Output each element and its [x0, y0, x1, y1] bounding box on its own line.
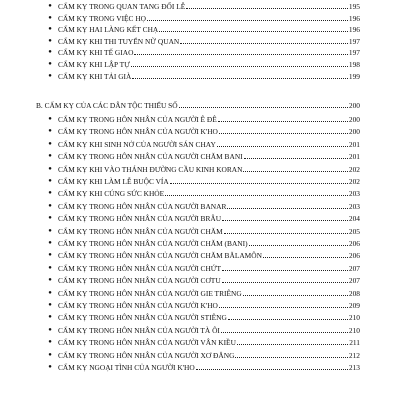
dot-leader	[224, 232, 348, 234]
toc-entry	[42, 115, 360, 124]
bullet-icon: ●	[48, 26, 52, 33]
toc-entry-page-number: 203	[348, 189, 360, 199]
dot-leader	[222, 281, 348, 283]
dot-leader	[165, 194, 348, 196]
bullet-icon: ●	[48, 140, 52, 147]
dot-leader	[217, 145, 348, 147]
bullet-icon: ●	[48, 302, 52, 308]
toc-entry-page-number: 197	[348, 36, 360, 46]
toc-entry-page-number: 205	[348, 226, 360, 236]
dot-leader	[263, 256, 348, 258]
toc-entry-page-number: 195	[348, 2, 360, 11]
dot-leader	[219, 132, 348, 134]
dot-leader	[170, 182, 348, 184]
toc-entry-page-number: 202	[348, 177, 360, 186]
bullet-icon: ●	[48, 14, 52, 21]
dot-leader	[179, 106, 348, 108]
toc-entry-title: CẤM KỴ TRONG HÔN NHÂN CỦA NGƯỜI GIE TRIÊNG	[58, 288, 242, 298]
bullet-icon: ●	[48, 116, 52, 122]
bullet-icon: ●	[48, 215, 52, 222]
dot-leader	[219, 306, 348, 308]
dot-leader	[237, 343, 348, 345]
dot-leader	[186, 7, 348, 9]
toc-entry	[42, 165, 360, 174]
toc-entry	[42, 214, 360, 223]
toc-entry-page-number: 206	[348, 239, 360, 248]
toc-entry-page-number: 204	[348, 214, 360, 224]
dot-leader	[196, 368, 348, 370]
toc-entry	[42, 37, 360, 46]
bullet-icon: ●	[48, 190, 52, 197]
bullet-icon: ●	[48, 364, 52, 370]
bullet-icon: ●	[48, 326, 52, 333]
toc-entry	[42, 48, 360, 57]
toc-entry-title: CẤM KỴ KHI LÀM LỄ BUỘC VÍA	[58, 177, 169, 186]
toc-entry-title: CẤM KỴ HAI LÀNG KẾT CHẠ	[58, 25, 159, 35]
dot-leader	[221, 331, 348, 333]
bullet-icon: ●	[48, 240, 52, 246]
toc-entry-page-number: 202	[348, 164, 360, 174]
toc-entry	[42, 60, 360, 69]
toc-entry-page-number: 206	[348, 251, 360, 261]
dot-leader	[235, 356, 348, 358]
toc-entry	[42, 363, 360, 372]
dot-leader	[222, 269, 348, 271]
toc-entry	[42, 301, 360, 310]
toc-entry	[42, 189, 360, 198]
dot-leader	[180, 42, 348, 44]
dot-leader	[159, 30, 348, 32]
toc-entry-page-number: 198	[348, 60, 360, 69]
toc-entry-title: CẤM KỴ TRONG HÔN NHÂN CỦA NGƯỜI CHĂM (BANI)	[58, 239, 248, 248]
dot-leader	[222, 219, 348, 221]
toc-entry	[42, 202, 360, 211]
dot-leader	[218, 120, 348, 122]
toc-entry-title: CẤM KỴ TRONG HÔN NHÂN CỦA NGƯỜI Ê ĐÊ	[58, 115, 217, 124]
toc-entry-page-number: 200	[348, 115, 360, 124]
toc-entry-title: CẤM KỴ KHI CÚNG SỨC KHỎE	[58, 189, 165, 199]
dot-leader	[227, 207, 348, 209]
dot-leader	[132, 77, 348, 79]
toc-entry-title: CẤM KỴ TRONG HÔN NHÂN CỦA NGƯỜI STIÊNG	[58, 313, 227, 323]
toc-entry	[42, 14, 360, 23]
toc-entry	[42, 25, 360, 34]
toc-entry-page-number: 207	[348, 263, 360, 273]
dot-leader	[243, 170, 347, 172]
toc-entry	[42, 72, 360, 81]
bullet-icon: ●	[48, 339, 52, 346]
dot-leader	[131, 65, 348, 67]
toc-entry	[42, 264, 360, 273]
bullet-icon: ●	[48, 3, 52, 9]
toc-entry-page-number: 210	[348, 313, 360, 323]
bullet-icon: ●	[48, 289, 52, 296]
bullet-icon: ●	[48, 72, 52, 79]
toc-entry-title: CẤM KỴ TRONG QUAN TANG ĐỐI LỄ	[58, 2, 186, 11]
toc-entry	[42, 239, 360, 248]
bullet-icon: ●	[48, 178, 52, 184]
dot-leader	[134, 53, 347, 55]
toc-entry	[42, 251, 360, 260]
toc-entry	[42, 276, 360, 285]
toc-entry-title: CẤM KỴ KHI SINH NỞ CỦA NGƯỜI SÁN CHAY	[58, 139, 216, 149]
toc-entry	[42, 351, 360, 360]
bullet-icon: ●	[48, 314, 52, 321]
toc-entry	[42, 313, 360, 322]
toc-entry-title: CẤM KỴ TRONG VIỆC HỌ	[58, 13, 147, 23]
toc-entry-page-number: 210	[348, 325, 360, 335]
toc-entry	[42, 140, 360, 149]
toc-entry	[42, 326, 360, 335]
toc-entry	[42, 227, 360, 236]
toc-entry-title: CẤM KỴ TRONG HÔN NHÂN CỦA NGƯỜI TÀ ÔI	[58, 325, 220, 335]
section-page-number: 200	[348, 101, 360, 110]
toc-entry-page-number: 197	[348, 48, 360, 58]
toc-entry	[42, 289, 360, 298]
toc-entry-title: CẤM KỴ TRONG HÔN NHÂN CỦA NGƯỜI K'HO	[58, 127, 218, 137]
toc-entry-page-number: 201	[348, 152, 360, 162]
toc-section-heading	[36, 101, 360, 110]
bullet-icon: ●	[48, 128, 52, 135]
toc-entry-title: CẤM KỴ TRONG HÔN NHÂN CỦA NGƯỜI VÂN KIỀU	[58, 338, 236, 348]
toc-entry-title: CẤM KỴ TRONG HÔN NHÂN CỦA NGƯỜI CƠTU	[58, 276, 221, 286]
toc-entry-title: CẤM KỴ TRONG HÔN NHÂN CỦA NGƯỜI CHĂM BANI	[58, 152, 243, 162]
dot-leader	[249, 244, 348, 246]
toc-entry-page-number: 196	[348, 25, 360, 35]
toc-entry-page-number: 200	[348, 127, 360, 137]
toc-entry-page-number: 211	[349, 338, 360, 348]
bullet-icon: ●	[48, 227, 52, 234]
dot-leader	[243, 294, 348, 296]
toc-entry-title: CẤM KỴ KHI LẬP TỰ	[58, 60, 130, 69]
bullet-icon: ●	[48, 49, 52, 56]
toc-entry-title: CẤM KỴ TRONG HÔN NHÂN CỦA NGƯỜI CHĂM BĂLAMÔN	[58, 251, 262, 261]
dot-leader	[147, 19, 348, 21]
bullet-icon: ●	[48, 264, 52, 271]
toc-entry-title: CẤM KỴ KHI VÀO THÁNH ĐƯỜNG CẦU KINH KORAN	[58, 164, 243, 174]
toc-entry-title: CẤM KỴ TRONG HÔN NHÂN CỦA NGƯỜI BRÂU	[58, 214, 222, 224]
toc-entry-page-number: 209	[348, 301, 360, 310]
toc-entry-page-number: 208	[348, 288, 360, 298]
toc-entry-page-number: 213	[348, 363, 360, 372]
toc-entry-title: CẤM KỴ TRONG HÔN NHÂN CỦA NGƯỜI BANAR	[58, 201, 227, 211]
bullet-icon: ●	[48, 165, 52, 172]
section-title: B. CẤM KỴ CỦA CÁC DÂN TỘC THIỂU SỐ	[36, 101, 178, 110]
bullet-icon: ●	[48, 202, 52, 209]
toc-entry	[42, 127, 360, 136]
bullet-icon: ●	[48, 351, 52, 358]
toc-entry-page-number: 196	[348, 13, 360, 23]
toc-entry-title: CẤM KỴ TRONG HÔN NHÂN CỦA NGƯỜI CHỨT	[58, 263, 222, 273]
toc-entry	[42, 2, 360, 11]
toc-entry-page-number: 207	[348, 276, 360, 286]
bullet-icon: ●	[48, 277, 52, 284]
bullet-icon: ●	[48, 61, 52, 67]
toc-entry-title: CẤM KỴ TRONG HÔN NHÂN CỦA NGƯỜI K'HO	[58, 301, 218, 310]
toc-entry-title: CẤM KỴ NGOẠI TÌNH CỦA NGƯỜI K'HO	[58, 363, 195, 372]
toc-entry-title: CẤM KỴ TRONG HÔN NHÂN CỦA NGƯỜI XƠ ĐĂNG	[58, 350, 235, 360]
toc-entry-title: CẤM KỴ KHI TẢI GIÀ	[58, 71, 132, 81]
toc-entry-title: CẤM KỴ KHI TẾ GIAO	[58, 48, 134, 58]
toc-entry	[42, 152, 360, 161]
toc-entry-page-number: 201	[348, 139, 360, 149]
bullet-icon: ●	[48, 153, 52, 160]
toc-entry	[42, 338, 360, 347]
toc-entry-page-number: 203	[348, 201, 360, 211]
bullet-icon: ●	[48, 37, 52, 44]
toc-entry-page-number: 212	[348, 350, 360, 360]
toc-entry-page-number: 199	[348, 71, 360, 81]
bullet-icon: ●	[48, 252, 52, 259]
toc-entry-title: CẤM KỴ TRONG HÔN NHÂN CỦA NGƯỜI CHĂM	[58, 226, 223, 236]
dot-leader	[244, 157, 348, 159]
toc-entry-title: CẤM KỴ KHI THI TUYỂN NỮ QUAN	[58, 36, 180, 46]
dot-leader	[228, 318, 348, 320]
toc-entry	[42, 177, 360, 186]
